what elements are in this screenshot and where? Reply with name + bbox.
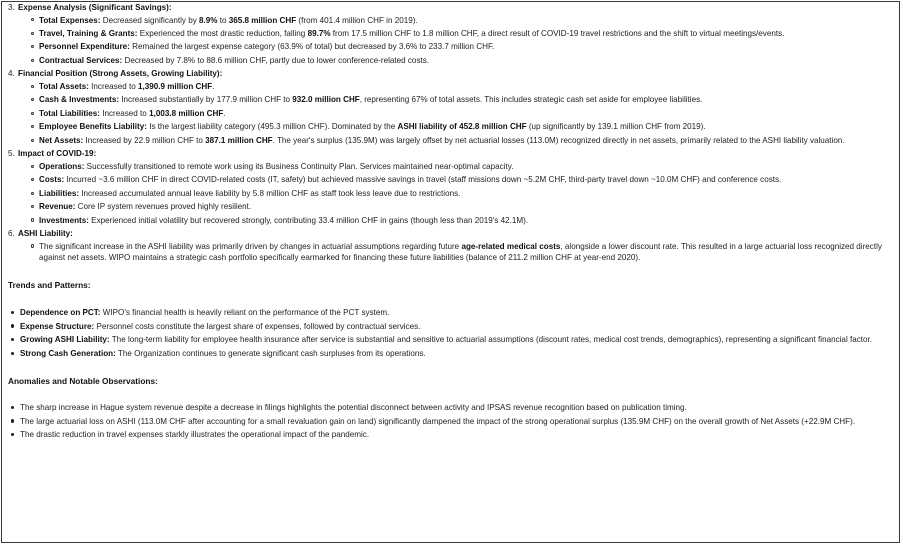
bullet-list — [8, 81, 891, 146]
list-item: Expense Structure: Personnel costs constitute the largest share of expenses, followed by contractual services. — [8, 321, 891, 332]
list-item: The sharp increase in Hague system revenue despite a decrease in filings highlights the potential disconnect between activity and IPSAS revenue recognition based on publication timing. — [8, 402, 891, 413]
bullet-list — [8, 161, 891, 226]
anomalies-list — [8, 402, 891, 441]
document-frame — [1, 1, 900, 543]
anomalies-heading: Anomalies and Notable Observations: — [8, 375, 158, 386]
bullet-list — [8, 241, 891, 264]
list-item: Contractual Services: Decreased by 7.8% to 88.6 million CHF, partly due to lower conference-related costs. — [8, 55, 891, 66]
list-item: The significant increase in the ASHI liability was primarily driven by changes in actuarial assumptions regarding future age-related medical costs, alongside a lower discount rate. This resulted in a large actuarial loss recognized directly against net assets. WIPO maintains a strategic cash portfolio specifically earmarked for financing these future liabilities (balance of 211.2 million CHF at year-end 2020). — [8, 241, 891, 264]
section-number: 5. — [8, 149, 15, 159]
document-content — [8, 2, 891, 443]
list-item: Dependence on PCT: WIPO's financial health is heavily reliant on the performance of the PCT system. — [8, 307, 891, 318]
section-title: ASHI Liability: — [18, 229, 73, 239]
section-financial-position — [8, 68, 891, 146]
list-item: Total Liabilities: Increased to 1,003.8 million CHF. — [8, 108, 891, 119]
list-item: Revenue: Core IP system revenues proved highly resilient. — [8, 201, 891, 212]
section-title: Impact of COVID-19: — [18, 149, 97, 159]
section-covid-impact — [8, 148, 891, 226]
section-number: 6. — [8, 229, 15, 239]
list-item: The drastic reduction in travel expenses starkly illustrates the operational impact of the pandemic. — [8, 429, 891, 440]
list-item: Operations: Successfully transitioned to remote work using its Business Continuity Plan. Services maintained near-optimal capacity. — [8, 161, 891, 172]
list-item: Growing ASHI Liability: The long-term liability for employee health insurance after service is substantial and sensitive to actuarial assumptions (discount rates, medical cost trends, demographics), representing a significant financial factor. — [8, 334, 891, 345]
list-item: Total Expenses: Decreased significantly by 8.9% to 365.8 million CHF (from 401.4 million CHF in 2019). — [8, 15, 891, 26]
list-item: Travel, Training & Grants: Experienced the most drastic reduction, falling 89.7% from 17.5 million CHF to 1.8 million CHF, a direct result of COVID-19 travel restrictions and the shift to virtual meetings/events. — [8, 28, 891, 39]
list-item: Personnel Expenditure: Remained the largest expense category (63.9% of total) but decreased by 3.6% to 233.7 million CHF. — [8, 41, 891, 52]
list-item: Total Assets: Increased to 1,390.9 million CHF. — [8, 81, 891, 92]
list-item: Net Assets: Increased by 22.9 million CHF to 387.1 million CHF. The year's surplus (135.9M) was largely offset by net actuarial losses (113.0M) recognized directly in net assets, primarily related to the ASHI liability valuation. — [8, 135, 891, 146]
numbered-sections — [8, 2, 891, 263]
trends-heading: Trends and Patterns: — [8, 279, 91, 290]
section-ashi-liability — [8, 228, 891, 263]
section-title: Financial Position (Strong Assets, Growing Liability): — [18, 69, 223, 79]
list-item: Liabilities: Increased accumulated annual leave liability by 5.8 million CHF as staff took less leave due to restrictions. — [8, 188, 891, 199]
list-item: Employee Benefits Liability: Is the largest liability category (495.3 million CHF). Dominated by the ASHI liability of 452.8 million CHF (up significantly by 139.1 million CHF from 2019). — [8, 121, 891, 132]
list-item: Investments: Experienced initial volatility but recovered strongly, contributing 33.4 million CHF in gains (though less than 2019's 42.1M). — [8, 215, 891, 226]
section-title: Expense Analysis (Significant Savings): — [18, 3, 172, 12]
list-item: Cash & Investments: Increased substantially by 177.9 million CHF to 932.0 million CHF, representing 67% of total assets. This includes strategic cash set aside for employee liabilities. — [8, 94, 891, 105]
list-item: Strong Cash Generation: The Organization continues to generate significant cash surpluses from its operations. — [8, 348, 891, 359]
section-expense-analysis — [8, 2, 891, 66]
list-item: The large actuarial loss on ASHI (113.0M CHF after accounting for a small revaluation gain on land) significantly dampened the impact of the strong operational surplus (135.9M CHF) on the overall growth of Net Assets (+22.9M CHF). — [8, 416, 891, 427]
section-number: 4. — [8, 69, 15, 79]
trends-list — [8, 307, 891, 359]
list-item: Costs: Incurred ~3.6 million CHF in direct COVID-related costs (IT, safety) but achieved massive savings in travel (staff missions down ~5.2M CHF, third-party travel down ~10.0M CHF) and conference costs. — [8, 174, 891, 185]
bullet-list — [8, 15, 891, 67]
section-number: 3. — [8, 3, 15, 12]
